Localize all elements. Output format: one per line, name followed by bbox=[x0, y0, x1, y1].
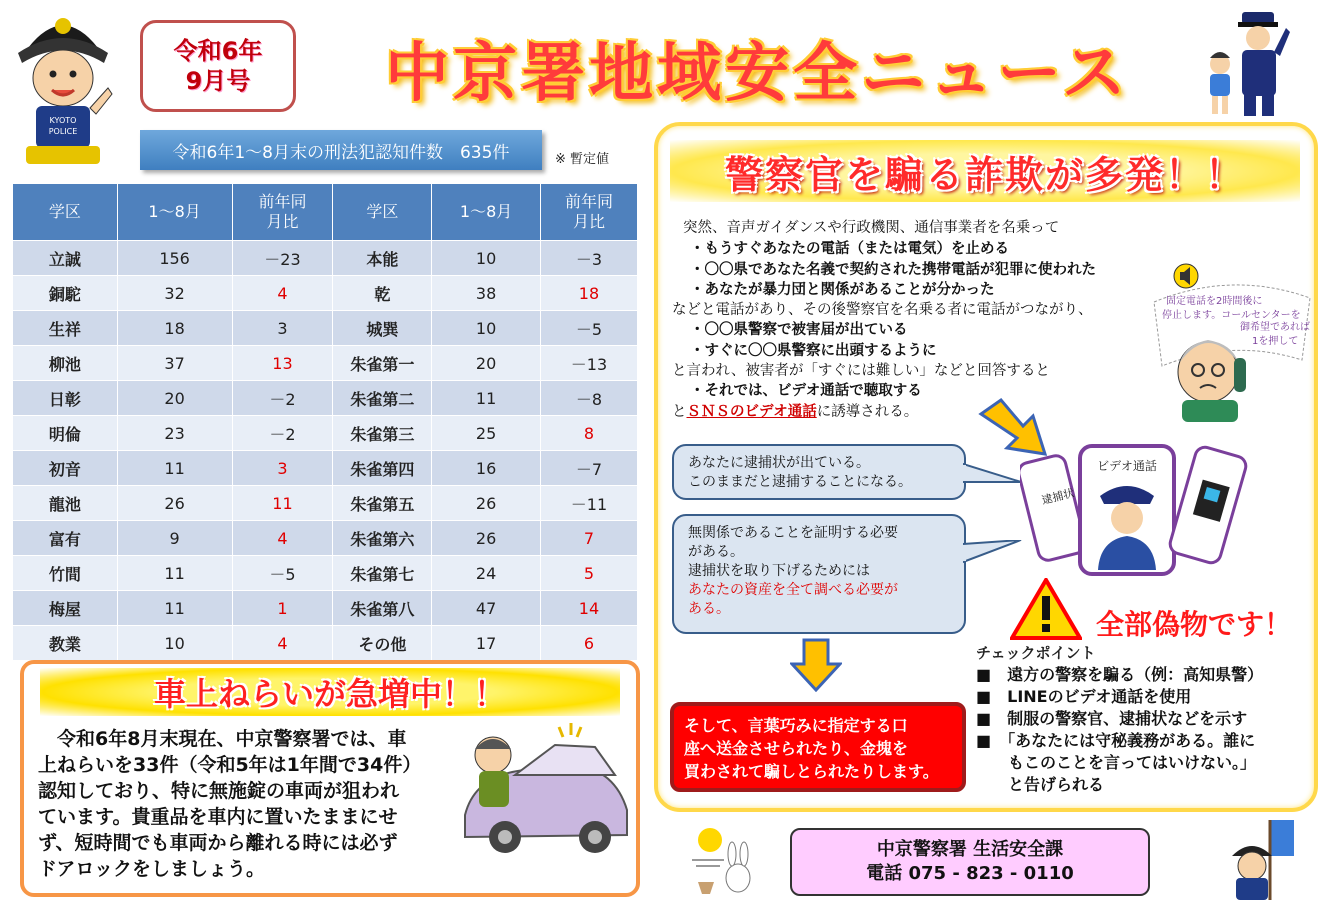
table-cell: 14 bbox=[540, 591, 637, 626]
phone-note-line: 御希望であれば bbox=[1240, 322, 1310, 333]
checkpoint-item: もこのことを言ってはいけない。」 bbox=[976, 753, 1257, 772]
table-cell: 11 bbox=[117, 451, 232, 486]
table-cell: 日彰 bbox=[13, 381, 118, 416]
table-cell: －3 bbox=[540, 241, 637, 276]
table-cell: 10 bbox=[117, 626, 232, 661]
issue-label bbox=[140, 20, 296, 112]
table-cell: 朱雀第八 bbox=[333, 591, 432, 626]
table-cell: 朱雀第三 bbox=[333, 416, 432, 451]
col-header: 1～8月 bbox=[117, 184, 232, 241]
table-cell: 本能 bbox=[333, 241, 432, 276]
table-cell: 18 bbox=[117, 311, 232, 346]
checkpoint-item: ■ 制服の警察官、逮捕状などを示す bbox=[976, 709, 1248, 728]
sns-prefix: と bbox=[672, 404, 687, 420]
bubble-tail-icon bbox=[963, 460, 1023, 490]
table-cell: 柳池 bbox=[13, 346, 118, 381]
table-cell: 11 bbox=[232, 486, 333, 521]
col-header: 学区 bbox=[333, 184, 432, 241]
table-row bbox=[13, 381, 638, 416]
table-cell: 26 bbox=[432, 486, 541, 521]
table-row bbox=[13, 521, 638, 556]
table-cell: －2 bbox=[232, 381, 333, 416]
table-row bbox=[13, 556, 638, 591]
table-cell: 朱雀第七 bbox=[333, 556, 432, 591]
bubble-line: あなたに逮捕状が出ている。 bbox=[688, 455, 870, 471]
table-cell: 竹間 bbox=[13, 556, 118, 591]
table-cell: 4 bbox=[232, 521, 333, 556]
table-cell: 24 bbox=[432, 556, 541, 591]
table-cell: 37 bbox=[117, 346, 232, 381]
col-header: 前年同 月比 bbox=[232, 184, 333, 241]
bubble-line: がある。 bbox=[688, 544, 744, 560]
table-cell: 朱雀第二 bbox=[333, 381, 432, 416]
samurai-flag-mascot-icon bbox=[1222, 816, 1302, 902]
table-header-row bbox=[13, 184, 638, 241]
mascot-badge-line1: KYOTO bbox=[49, 116, 77, 125]
table-cell: 13 bbox=[232, 346, 333, 381]
checkpoint-item: ■ LINEのビデオ通話を使用 bbox=[976, 687, 1192, 706]
table-row bbox=[13, 486, 638, 521]
fraud-point: ・〇〇県警察で被害届が出ている bbox=[690, 321, 908, 338]
table-row bbox=[13, 346, 638, 381]
police-officer-and-child-icon bbox=[1190, 6, 1315, 118]
arrest-warrant-bubble bbox=[672, 444, 966, 500]
table-cell: 教業 bbox=[13, 626, 118, 661]
all-fake-heading: 全部偽物です！ bbox=[1096, 608, 1293, 641]
car-thief-illustration bbox=[455, 715, 635, 865]
table-cell: －8 bbox=[540, 381, 637, 416]
issue-year: 令和6年 bbox=[173, 37, 263, 65]
table-cell: 立誠 bbox=[13, 241, 118, 276]
page-title: 中京署地域安全ニュース bbox=[385, 36, 1130, 111]
table-cell: 25 bbox=[432, 416, 541, 451]
table-cell: 朱雀第六 bbox=[333, 521, 432, 556]
table-row bbox=[13, 276, 638, 311]
phone-label: ビデオ通話 bbox=[1097, 459, 1157, 473]
fraud-intro: 突然、音声ガイダンスや行政機関、通信事業者を名乗って bbox=[683, 220, 1060, 236]
table-cell: 11 bbox=[432, 381, 541, 416]
fraud-mid: などと電話があり、その後警察官を名乗る者に電話がつながり、 bbox=[672, 302, 1093, 318]
car-theft-title: 車上ねらいが急増中！！ bbox=[40, 668, 620, 716]
car-line: 令和6年8月末現在、中京警察署では、車 bbox=[38, 728, 407, 750]
fraud-title: 警察官を騙る詐欺が多発！！ bbox=[670, 140, 1300, 202]
car-line: 認知しており、特に無施錠の車両が狙われ bbox=[38, 780, 400, 802]
table-cell: 初音 bbox=[13, 451, 118, 486]
bubble-tail-icon bbox=[963, 540, 1023, 570]
table-cell: 朱雀第一 bbox=[333, 346, 432, 381]
table-cell: 4 bbox=[232, 626, 333, 661]
table-cell: 11 bbox=[117, 591, 232, 626]
table-cell: 20 bbox=[432, 346, 541, 381]
checkpoint-item: ■ 遠方の警察を騙る（例：高知県警） bbox=[976, 665, 1264, 684]
table-cell: 17 bbox=[432, 626, 541, 661]
table-cell: －11 bbox=[540, 486, 637, 521]
table-cell: －5 bbox=[232, 556, 333, 591]
warning-icon bbox=[1010, 578, 1082, 640]
fraud-said: と言われ、被害者が「すぐには難しい」などと回答すると bbox=[672, 363, 1050, 379]
table-cell: 10 bbox=[432, 311, 541, 346]
trap-line: そして、言葉巧みに指定する口 bbox=[684, 716, 908, 735]
issue-month: 9月号 bbox=[185, 67, 251, 95]
table-cell: 156 bbox=[117, 241, 232, 276]
table-cell: 城巽 bbox=[333, 311, 432, 346]
fraud-point: ・あなたが暴力団と関係があることが分かった bbox=[690, 281, 995, 298]
table-cell: 1 bbox=[232, 591, 333, 626]
contact-info bbox=[790, 828, 1150, 896]
table-row bbox=[13, 591, 638, 626]
col-header: 学区 bbox=[13, 184, 118, 241]
table-cell: 龍池 bbox=[13, 486, 118, 521]
phone-note-line: 固定電話を2時間後に bbox=[1166, 296, 1263, 307]
col-header: 前年同 月比 bbox=[540, 184, 637, 241]
table-cell: 26 bbox=[117, 486, 232, 521]
table-cell: 18 bbox=[540, 276, 637, 311]
table-cell: 20 bbox=[117, 381, 232, 416]
sns-video-call-text: ＳＮＳのビデオ通話 bbox=[686, 403, 817, 420]
crime-stats-table bbox=[12, 183, 638, 661]
table-cell: 11 bbox=[117, 556, 232, 591]
table-cell: －5 bbox=[540, 311, 637, 346]
table-cell: 38 bbox=[432, 276, 541, 311]
table-cell: 9 bbox=[117, 521, 232, 556]
table-row bbox=[13, 311, 638, 346]
table-cell: 3 bbox=[232, 451, 333, 486]
elderly-phone-call-illustration bbox=[1152, 262, 1312, 422]
table-cell: 26 bbox=[432, 521, 541, 556]
table-cell: 23 bbox=[117, 416, 232, 451]
sns-suffix: に誘導される。 bbox=[816, 404, 919, 420]
checkpoint-item: と告げられる bbox=[976, 775, 1105, 794]
trap-line: 買わされて騙しとられたりします。 bbox=[684, 762, 939, 781]
car-line: 上ねらいを33件（令和5年は1年間で34件） bbox=[38, 754, 422, 776]
table-cell: 梅屋 bbox=[13, 591, 118, 626]
car-line: ています。貴重品を車内に置いたままにせ bbox=[38, 806, 398, 828]
phone-label: 逮捕状 bbox=[1040, 486, 1076, 508]
table-cell: 6 bbox=[540, 626, 637, 661]
crime-table-body bbox=[13, 241, 638, 661]
table-cell: －13 bbox=[540, 346, 637, 381]
table-cell: 朱雀第五 bbox=[333, 486, 432, 521]
table-cell: 生祥 bbox=[13, 311, 118, 346]
table-cell: 8 bbox=[540, 416, 637, 451]
table-cell: 朱雀第四 bbox=[333, 451, 432, 486]
table-cell: 3 bbox=[232, 311, 333, 346]
fraud-sns-line bbox=[672, 400, 918, 421]
asset-investigation-bubble bbox=[672, 514, 966, 634]
trap-line: 座へ送金させられたり、金塊を bbox=[684, 739, 909, 758]
bubble-line: 逮捕状を取り下げるためには bbox=[688, 563, 870, 579]
mascot-badge-line2: POLICE bbox=[48, 127, 78, 136]
fraud-point: ・それでは、ビデオ通話で聴取する bbox=[690, 382, 922, 399]
contact-phone: 電話 075 - 823 - 0110 bbox=[866, 863, 1074, 884]
money-transfer-warning bbox=[670, 702, 966, 792]
bubble-line: あなたの資産を全て調べる必要が bbox=[688, 582, 898, 598]
car-line: ず、短時間でも車両から離れる時には必ず bbox=[38, 832, 398, 854]
table-cell: 10 bbox=[432, 241, 541, 276]
col-header: 1～8月 bbox=[432, 184, 541, 241]
bubble-line: 無関係であることを証明する必要 bbox=[688, 525, 898, 541]
table-cell: 5 bbox=[540, 556, 637, 591]
table-row bbox=[13, 416, 638, 451]
contact-department: 中京警察署 生活安全課 bbox=[876, 839, 1064, 860]
fraud-point: ・すぐに〇〇県警察に出頭するように bbox=[690, 342, 937, 359]
table-cell: 富有 bbox=[13, 521, 118, 556]
checkpoint-item: ■ 「あなたには守秘義務がある。誰に bbox=[976, 731, 1256, 750]
table-cell: その他 bbox=[333, 626, 432, 661]
table-row bbox=[13, 626, 638, 661]
table-cell: －2 bbox=[232, 416, 333, 451]
bubble-line: ある。 bbox=[688, 601, 730, 617]
down-arrow-icon bbox=[790, 638, 842, 692]
table-cell: 16 bbox=[432, 451, 541, 486]
table-cell: －7 bbox=[540, 451, 637, 486]
samurai-mascot-icon bbox=[8, 8, 118, 168]
checkpoint-list bbox=[976, 664, 1263, 796]
provisional-note: ※ 暫定値 bbox=[555, 152, 610, 167]
fraud-point: ・もうすぐあなたの電話（または電気）を止める bbox=[690, 240, 1009, 257]
table-cell: 明倫 bbox=[13, 416, 118, 451]
table-row bbox=[13, 241, 638, 276]
table-cell: 7 bbox=[540, 521, 637, 556]
fake-police-video-call-illustration bbox=[1020, 440, 1250, 580]
moon-rabbit-icon bbox=[684, 826, 764, 896]
car-line: ドアロックをしましょう。 bbox=[38, 858, 266, 880]
fraud-point: ・〇〇県であなた名義で契約された携帯電話が犯罪に使われた bbox=[690, 261, 1096, 278]
bubble-line: このままだと逮捕することになる。 bbox=[688, 474, 912, 490]
table-cell: 乾 bbox=[333, 276, 432, 311]
table-cell: 47 bbox=[432, 591, 541, 626]
phone-note-line: 停止します。コールセンターを bbox=[1162, 310, 1301, 321]
phone-note-line: 1を押して bbox=[1252, 336, 1299, 347]
table-cell: 4 bbox=[232, 276, 333, 311]
car-theft-text bbox=[38, 726, 458, 882]
checkpoint-title: チェックポイント bbox=[976, 644, 1096, 662]
table-cell: 銅駝 bbox=[13, 276, 118, 311]
crime-count-banner: 令和6年1～8月末の刑法犯認知件数 635件 bbox=[140, 130, 542, 170]
table-cell: －23 bbox=[232, 241, 333, 276]
table-row bbox=[13, 451, 638, 486]
table-cell: 32 bbox=[117, 276, 232, 311]
